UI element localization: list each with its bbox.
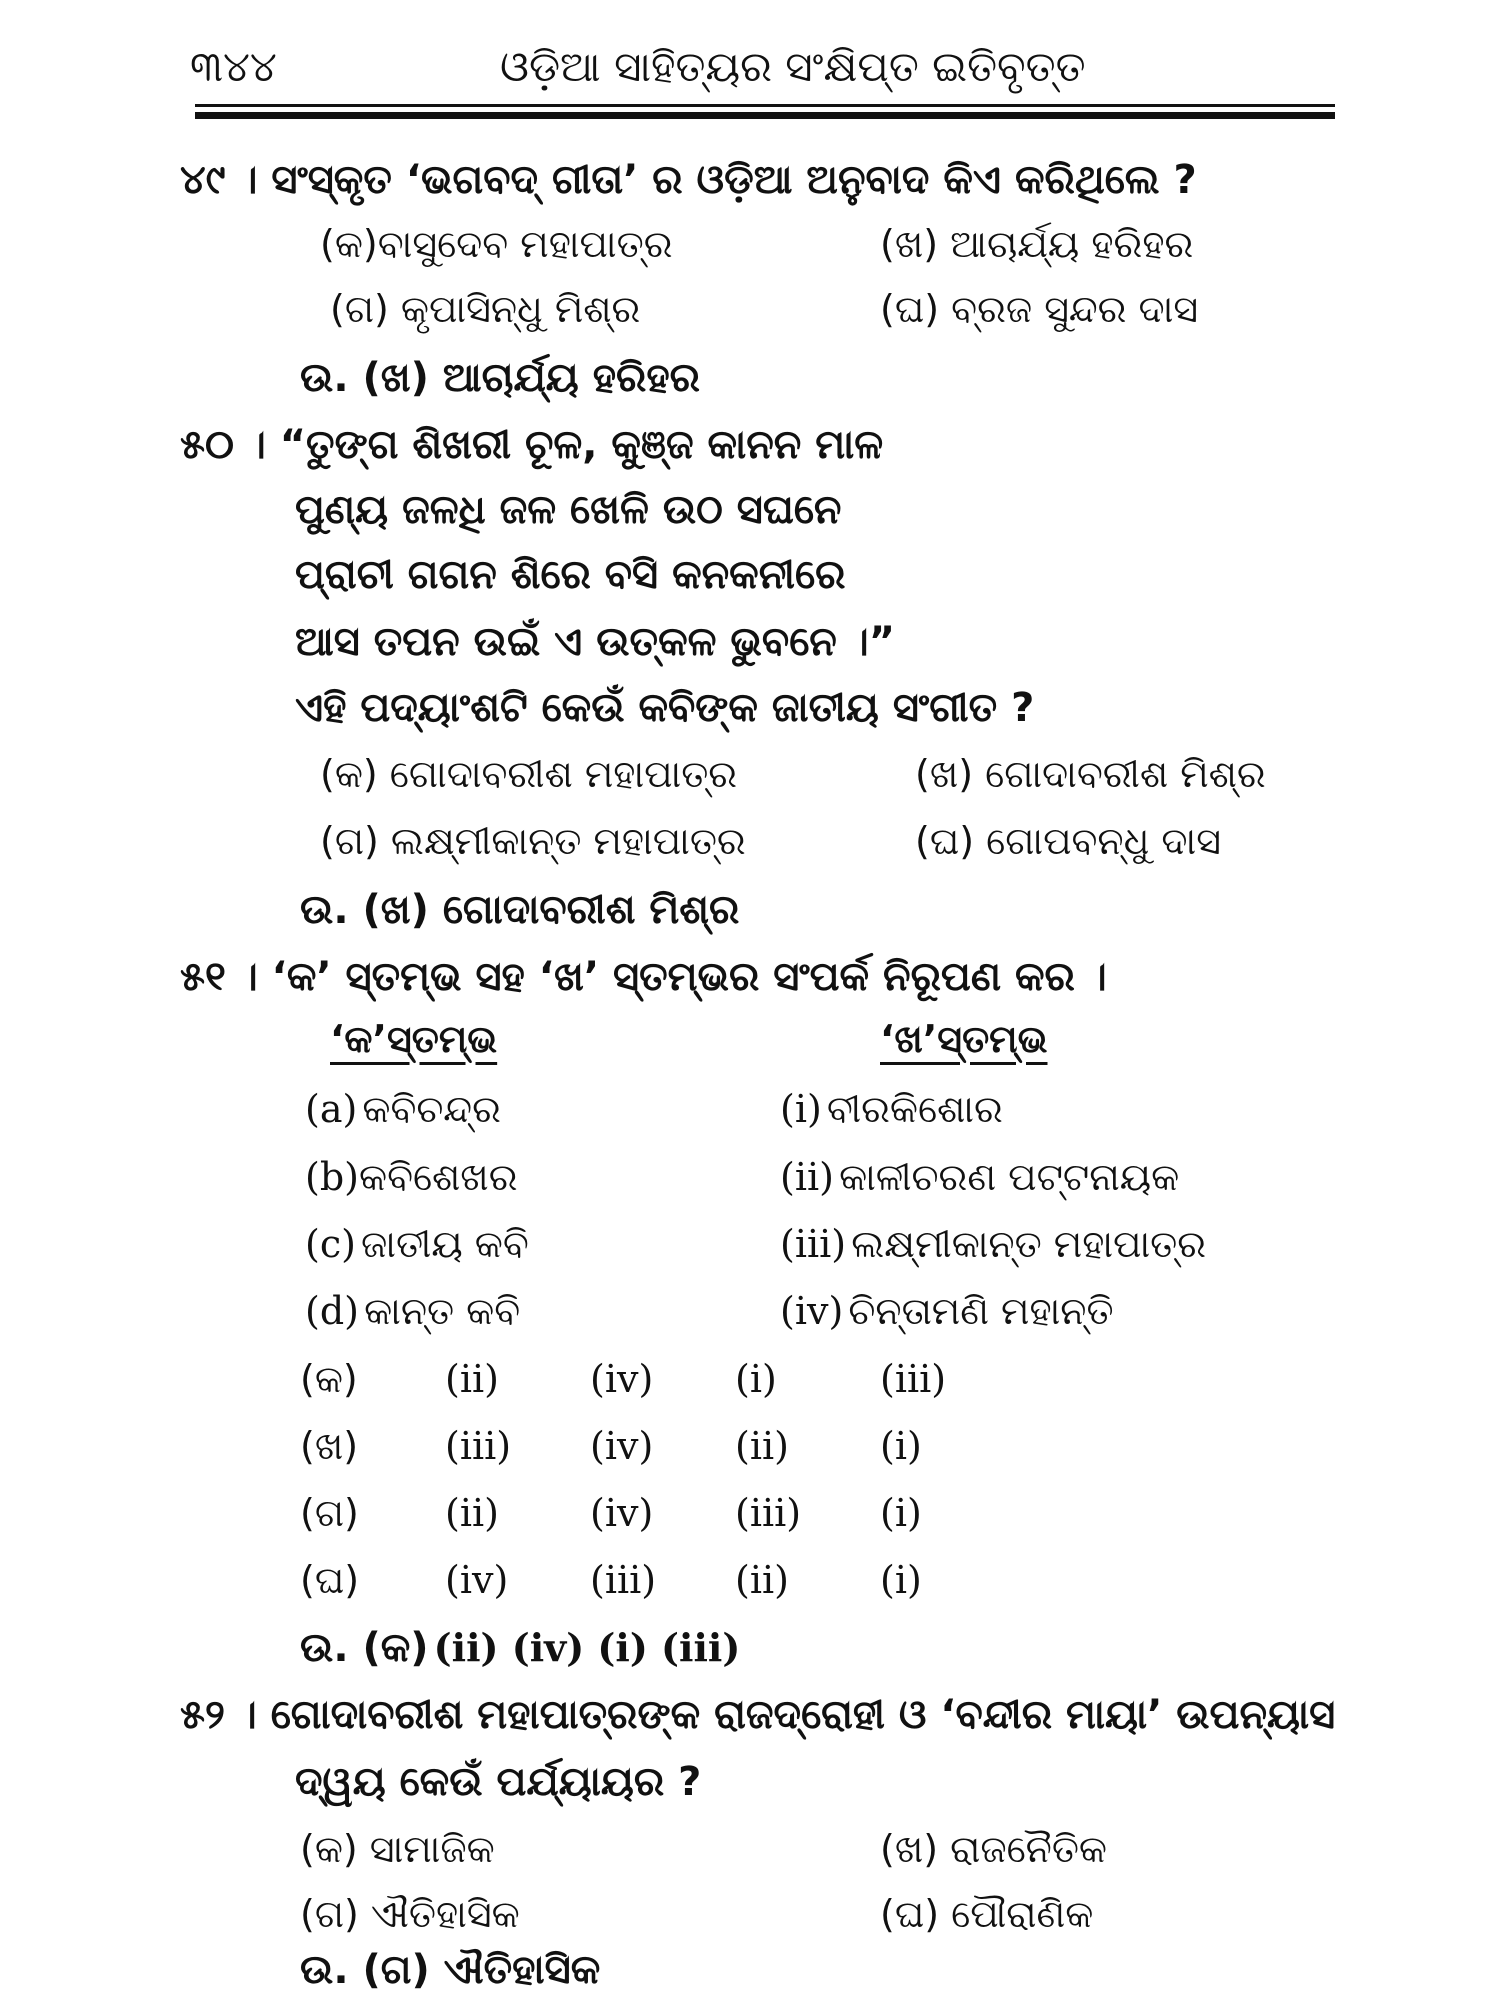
q52-option-ga: (ଗ) ଐତିହାସିକ — [300, 1892, 520, 1936]
q51-left-item: (d) କାନ୍ତ କବି — [305, 1289, 521, 1333]
q51-left-item: (a) କବିଚନ୍ଦ୍ର — [305, 1087, 501, 1131]
q51-column-a-header: ‘କ’ସ୍ତମ୍ଭ — [330, 1017, 498, 1061]
q50-option-kha: (ଖ) ଗୋଦାବରୀଶ ମିଶ୍ର — [915, 752, 1266, 796]
code-cell: (i) — [735, 1357, 777, 1401]
q51-right-item: (i) ବୀରକିଶୋର — [780, 1087, 1003, 1131]
q50-verse-line-3: ପ୍ରାଚୀ ଗଗନ ଶିରେ ବସି କନକନୀରେ — [295, 552, 846, 598]
code-cell: (i) — [880, 1491, 922, 1535]
q51-left-item: (b)କବିଶେଖର — [305, 1155, 518, 1199]
code-cell: (iv) — [590, 1424, 654, 1468]
q49-option-kha: (ଖ) ଆଚାର୍ଯ୍ୟ ହରିହର — [880, 222, 1194, 266]
q51-answer: ଉ. (କ) (ii) (iv) (i) (iii) — [300, 1625, 741, 1671]
q52-option-kha: (ଖ) ରାଜନୈତିକ — [880, 1827, 1108, 1871]
code-cell: (iv) — [445, 1558, 509, 1602]
header-rule-thick — [195, 112, 1335, 119]
q50-answer: ଉ. (ଖ) ଗୋଦାବରୀଶ ମିଶ୍ର — [300, 887, 740, 933]
q52-question-line-1: ୫୨ । ଗୋଦାବରୀଶ ମହାପାତ୍ରଙ୍କ ରାଜଦ୍ରୋହୀ ଓ ‘ବନ୍ଦୀର ମାୟା’ ଉପନ୍ୟାସ — [180, 1692, 1336, 1738]
q51-question: ୫୧ । ‘କ’ ସ୍ତମ୍ଭ ସହ ‘ଖ’ ସ୍ତମ୍ଭର ସଂପର୍କ ନିରୂପଣ କର । — [180, 954, 1107, 1000]
code-label: (କ) — [300, 1357, 358, 1401]
q50-option-gha: (ଘ) ଗୋପବନ୍ଧୁ ଦାସ — [915, 819, 1221, 863]
code-cell: (iii) — [880, 1357, 947, 1401]
code-cell: (ii) — [735, 1558, 789, 1602]
q49-question: ୪୯ । ସଂସ୍କୃତ ‘ଭଗବଦ୍ ଗୀତା’ ର ଓଡ଼ିଆ ଅନୁବାଦ କିଏ କରିଥିଲେ ? — [180, 157, 1197, 203]
header-rule-thin — [195, 104, 1335, 107]
code-cell: (ii) — [445, 1357, 499, 1401]
code-cell: (i) — [880, 1424, 922, 1468]
q50-option-ga: (ଗ) ଲକ୍ଷ୍ମୀକାନ୍ତ ମହାପାତ୍ର — [320, 819, 746, 863]
q52-question-line-2: ଦ୍ୱୟ କେଉଁ ପର୍ଯ୍ୟାୟର ? — [295, 1759, 702, 1805]
q52-option-ka: (କ) ସାମାଜିକ — [300, 1827, 495, 1871]
q49-option-ka: (କ)ବାସୁଦେବ ମହାପାତ୍ର — [320, 222, 673, 266]
code-cell: (iii) — [445, 1424, 512, 1468]
q51-right-item: (iv) ଚିନ୍ତାମଣି ମହାନ୍ତି — [780, 1289, 1114, 1333]
page-number: ୩୪୪ — [190, 42, 277, 91]
q52-option-gha: (ଘ) ପୌରାଣିକ — [880, 1892, 1094, 1936]
q50-verse-line-2: ପୁଣ୍ୟ ଜଳଧି ଜଳ ଖେଳି ଉଠ ସଘନେ — [295, 487, 842, 533]
code-cell: (ii) — [735, 1424, 789, 1468]
q50-question: ଏହି ପଦ୍ୟାଂଶଟି କେଉଁ କବିଙ୍କ ଜାତୀୟ ସଂଗୀତ ? — [295, 685, 1035, 731]
code-cell: (ii) — [445, 1491, 499, 1535]
code-cell: (iv) — [590, 1357, 654, 1401]
q52-answer: ଉ. (ଗ) ଐତିହାସିକ — [300, 1947, 601, 1993]
code-label: (ଗ) — [300, 1491, 359, 1535]
q50-option-ka: (କ) ଗୋଦାବରୀଶ ମହାପାତ୍ର — [320, 752, 738, 796]
q50-verse-line-4: ଆସ ତପନ ଉଇଁ ଏ ଉତ୍କଳ ଭୁବନେ ।” — [295, 619, 896, 665]
q49-answer: ଉ. (ଖ) ଆଚାର୍ଯ୍ୟ ହରିହର — [300, 355, 700, 401]
code-cell: (i) — [880, 1558, 922, 1602]
code-cell: (iii) — [590, 1558, 657, 1602]
q51-column-b-header: ‘ଖ’ସ୍ତମ୍ଭ — [880, 1017, 1048, 1061]
code-cell: (iv) — [590, 1491, 654, 1535]
code-label: (ଘ) — [300, 1558, 360, 1602]
q49-option-ga: (ଗ) କୃପାସିନ୍ଧୁ ମିଶ୍ର — [330, 287, 641, 331]
code-cell: (iii) — [735, 1491, 802, 1535]
running-title: ଓଡ଼ିଆ ସାହିତ୍ୟର ସଂକ୍ଷିପ୍ତ ଇତିବୃତ୍ତ — [500, 42, 1086, 91]
q49-option-gha: (ଘ) ବ୍ରଜ ସୁନ୍ଦର ଦାସ — [880, 287, 1199, 331]
q50-verse-line-1: ୫୦ । “ତୁଙ୍ଗ ଶିଖରୀ ଚୂଳ, କୁଞ୍ଜ କାନନ ମାଳ — [180, 422, 884, 468]
code-label: (ଖ) — [300, 1424, 359, 1468]
q51-left-item: (c) ଜାତୀୟ କବି — [305, 1222, 529, 1266]
q51-right-item: (ii) କାଳୀଚରଣ ପଟ୍ଟନାୟକ — [780, 1155, 1180, 1199]
q51-right-item: (iii) ଲକ୍ଷ୍ମୀକାନ୍ତ ମହାପାତ୍ର — [780, 1222, 1207, 1266]
